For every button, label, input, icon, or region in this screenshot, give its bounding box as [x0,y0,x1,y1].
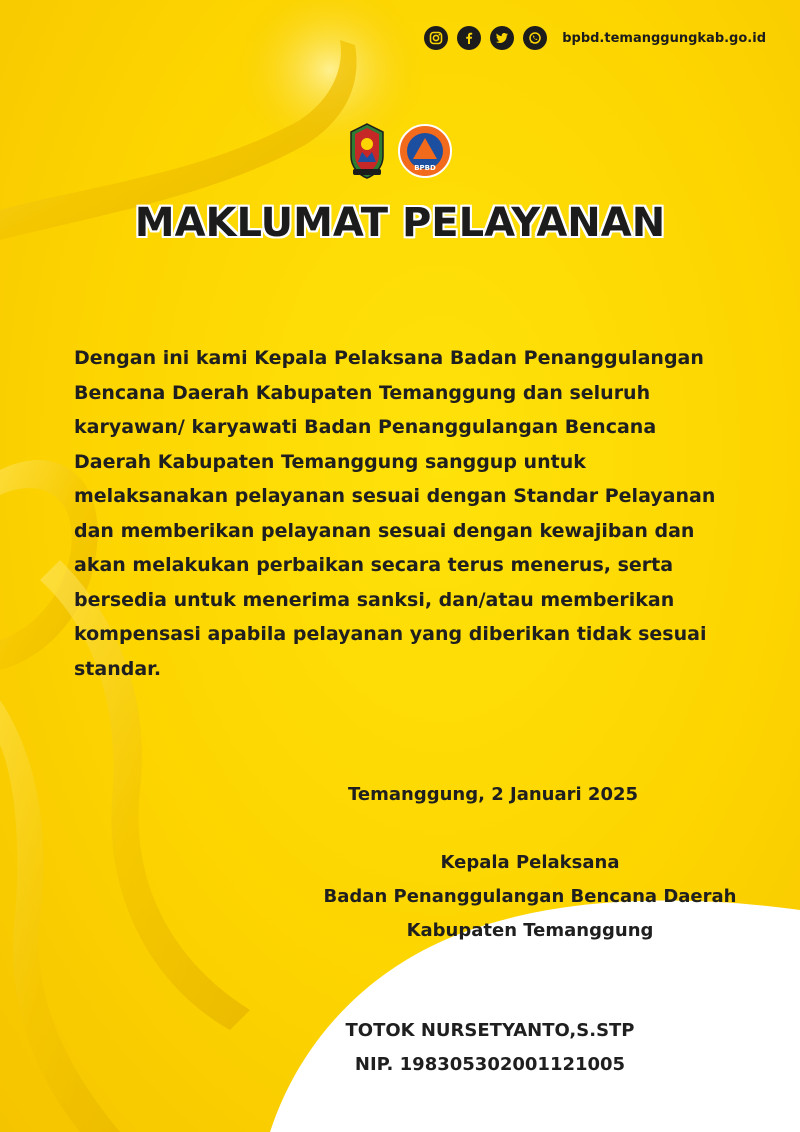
signatory-identity [210,1014,770,1082]
position-line-3: Kabupaten Temanggung [406,920,654,941]
bpbd-logo-text: BPBD [414,164,436,172]
statement-body: Dengan ini kami Kepala Pelaksana Badan Penanggulangan Bencana Daerah Kabupaten Temanggung dan seluruh karyawan/ karyawati Badan Penanggulangan Bencana Daerah Kabupaten Temanggung sanggup untuk melaksanakan pelayanan sesuai dengan Standar Pelayanan dan memberikan pelayanan sesuai dengan kewajiban dan akan melakukan perbaikan secara terus menerus, serta bersedia untuk menerima sanksi, dan/atau memberikan kompensasi apabila pelayanan yang diberikan tidak sesuai standar. [74,347,716,680]
logo-row [0,122,800,180]
temanggung-emblem-icon [347,122,387,180]
place-date: Temanggung, 2 Januari 2025 [348,784,639,805]
signatory-position [250,846,800,948]
facebook-icon[interactable] [457,26,481,50]
signatory-name: TOTOK NURSETYANTO,S.STP [345,1020,635,1041]
bpbd-logo-icon [397,122,453,180]
instagram-icon[interactable] [424,26,448,50]
ribbon-tail-2 [0,700,120,1132]
position-line-2: Badan Penanggulangan Bencana Daerah [323,886,737,907]
whatsapp-icon[interactable] [523,26,547,50]
page-title: MAKLUMAT PELAYANAN [134,200,666,246]
header-bar [424,24,766,52]
position-line-1: Kepala Pelaksana [440,852,620,873]
twitter-icon[interactable] [490,26,514,50]
website-url[interactable]: bpbd.temanggungkab.go.id [562,30,766,46]
signatory-nip: NIP. 198305302001121005 [354,1054,626,1075]
